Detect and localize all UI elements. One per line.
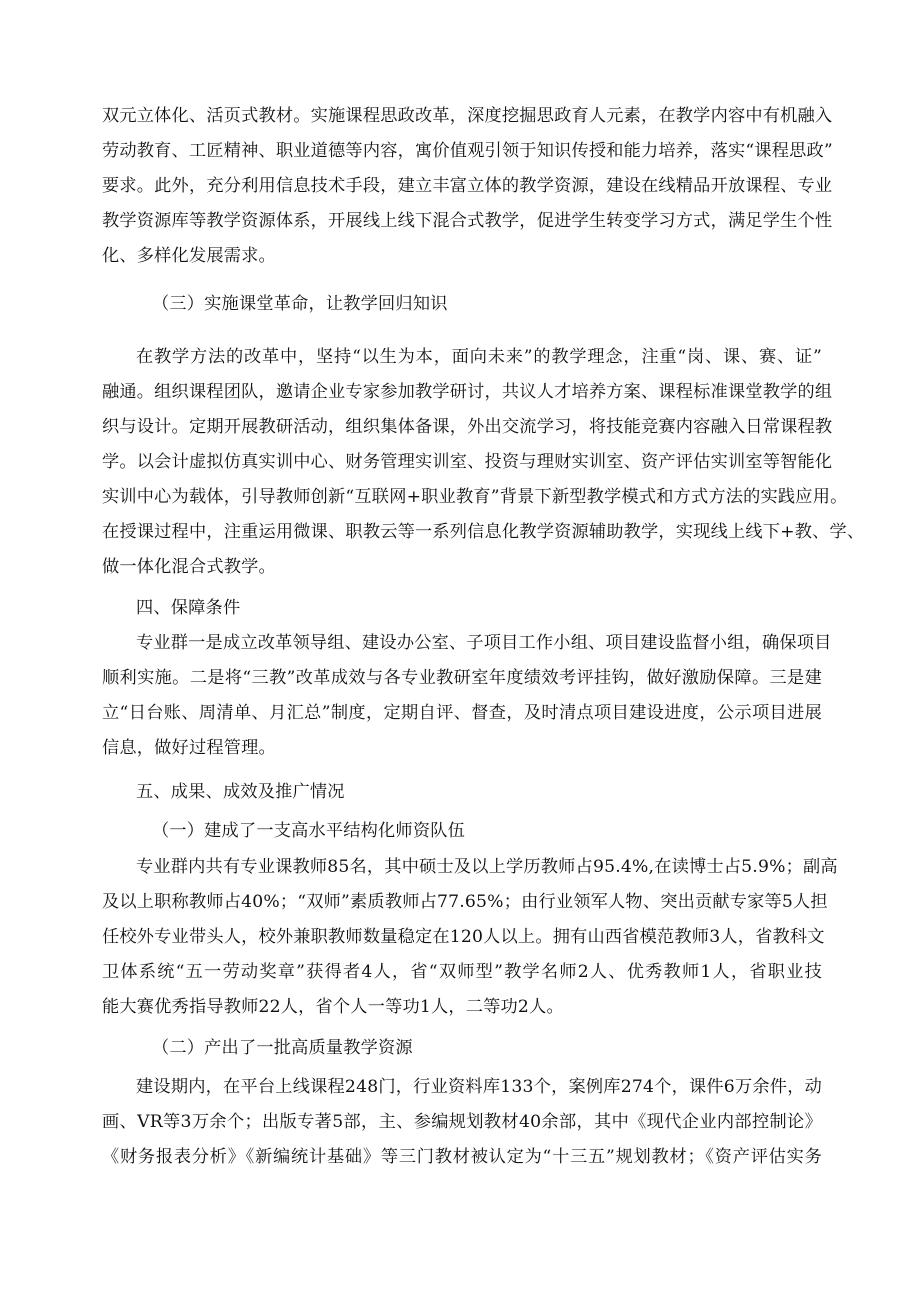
paragraph-3-line-4: 信息，做好过程管理。: [102, 738, 276, 758]
paragraph-4-line-5: 能大赛优秀指导教师22人，省个人一等功1人，二等功2人。: [102, 997, 564, 1017]
paragraph-3-line-3: 立“日台账、周清单、月汇总”制度，定期自评、督查，及时清点项目建设进度，公示项目进展: [102, 703, 822, 723]
paragraph-3-line-2: 顺利实施。二是将“三教”改革成效与各专业教研室年度绩效考评挂钩，做好激励保障。三是建: [102, 668, 822, 688]
paragraph-2-line-1: 在教学方法的改革中，坚持“以生为本，面向未来”的教学理念，注重“岗、课、赛、证”: [136, 347, 822, 367]
paragraph-2-line-3: 织与设计。定期开展教研活动，组织集体备课，外出交流学习，将技能竞赛内容融入日常课程教: [102, 417, 833, 437]
paragraph-4-line-4: 卫体系统“五一劳动奖章”获得者4人，省“双师型”教学名师2人、优秀教师1人，省职业技: [102, 962, 822, 982]
section-5-title: 五、成果、成效及推广情况: [136, 782, 345, 802]
paragraph-1-line-1: 双元立体化、活页式教材。实施课程思政改革，深度挖掘思政育人元素，在教学内容中有机融入: [102, 106, 833, 126]
paragraph-1-line-2: 劳动教育、工匠精神、职业道德等内容，寓价值观引领于知识传授和能力培养，落实“课程思政”: [102, 141, 833, 161]
paragraph-4-line-2: 及以上职称教师占40%；“双师”素质教师占77.65%；由行业领军人物、突出贡献专家等5人担: [102, 892, 828, 912]
paragraph-2-line-5: 实训中心为载体，引导教师创新“互联网+职业教育”背景下新型教学模式和方式方法的实践应用。: [102, 487, 848, 507]
paragraph-5-line-3: 《财务报表分析》《新编统计基础》等三门教材被认定为“十三五”规划教材；《资产评估实务: [102, 1147, 822, 1167]
paragraph-4-line-1: 专业群内共有专业课教师85名，其中硕士及以上学历教师占95.4%,在读博士占5.9%；副高: [136, 857, 838, 877]
paragraph-3-line-1: 专业群一是成立改革领导组、建设办公室、子项目工作小组、项目建设监督小组，确保项目: [136, 633, 832, 653]
paragraph-2-line-2: 融通。组织课程团队，邀请企业专家参加教学研讨，共议人才培养方案、课程标准课堂教学的组: [102, 382, 833, 402]
heading-3: （三）实施课堂革命，让教学回归知识: [152, 294, 448, 314]
paragraph-2-line-4: 学。以会计虚拟仿真实训中心、财务管理实训室、投资与理财实训室、资产评估实训室等智能化: [102, 452, 833, 472]
subsection-2-title: （二）产出了一批高质量教学资源: [152, 1038, 413, 1058]
subsection-1-title: （一）建成了一支高水平结构化师资队伍: [152, 821, 465, 841]
paragraph-5-line-2: 画、VR等3万余个；出版专著5部，主、参编规划教材40余部，其中《现代企业内部控制论》: [102, 1112, 822, 1132]
paragraph-1-line-3: 要求。此外，充分利用信息技术手段，建立丰富立体的教学资源，建设在线精品开放课程、专业: [102, 176, 833, 196]
paragraph-2-line-7: 做一体化混合式教学。: [102, 557, 276, 577]
paragraph-2-line-6: 在授课过程中，注重运用微课、职教云等一系列信息化教学资源辅助教学，实现线上线下+教、学、: [102, 522, 865, 542]
paragraph-1-line-5: 化、多样化发展需求。: [102, 246, 276, 266]
paragraph-5-line-1: 建设期内，在平台上线课程248门，行业资料库133个，案例库274个，课件6万余件，动: [136, 1077, 822, 1097]
paragraph-1-line-4: 教学资源库等教学资源体系，开展线上线下混合式教学，促进学生转变学习方式，满足学生个性: [102, 211, 833, 231]
section-4-title: 四、保障条件: [136, 598, 241, 618]
paragraph-4-line-3: 任校外专业带头人，校外兼职教师数量稳定在120人以上。拥有山西省模范教师3人，省教科文: [102, 927, 825, 947]
